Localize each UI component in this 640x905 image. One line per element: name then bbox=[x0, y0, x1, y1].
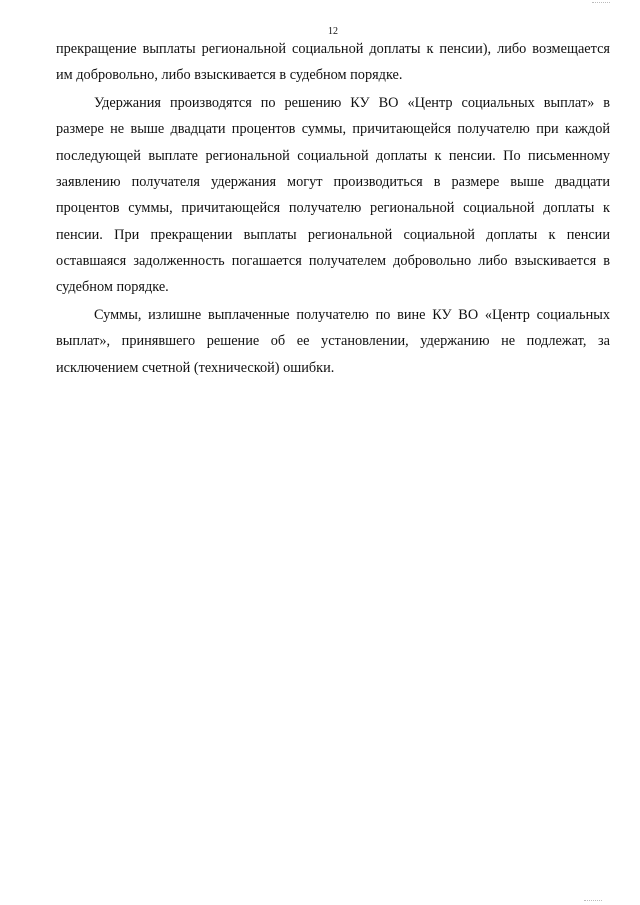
paragraph-continuation: прекращение выплаты региональной социальной доплаты к пенсии), либо возмещается им добровольно, либо взыскивается в судебном порядке. bbox=[56, 41, 610, 84]
scan-artifact-top bbox=[592, 2, 610, 5]
scan-artifact-bottom bbox=[584, 900, 602, 903]
page-number: 12 bbox=[328, 26, 338, 37]
document-body bbox=[56, 36, 610, 381]
paragraph-overpayment: Суммы, излишне выплаченные получателю по вине КУ ВО «Центр социальных выплат», принявшего решение об ее установлении, удержанию не подлежат, за исключением счетной (технической) ошибки. bbox=[56, 306, 610, 376]
paragraph-deductions: Удержания производятся по решению КУ ВО «Центр социальных выплат» в размере не выше двадцати процентов суммы, причитающейся получателю при каждой последующей выплате региональной социальной доплаты к пенсии. По письменному заявлению получателя удержания могут производиться в размере выше двадцати процентов суммы, причитающейся получателю региональной социальной доплаты к пенсии. При прекращении выплаты региональной социальной доплаты к пенсии оставшаяся задолженность погашается получателем добровольно либо взыскивается в судебном порядке. bbox=[56, 95, 610, 296]
